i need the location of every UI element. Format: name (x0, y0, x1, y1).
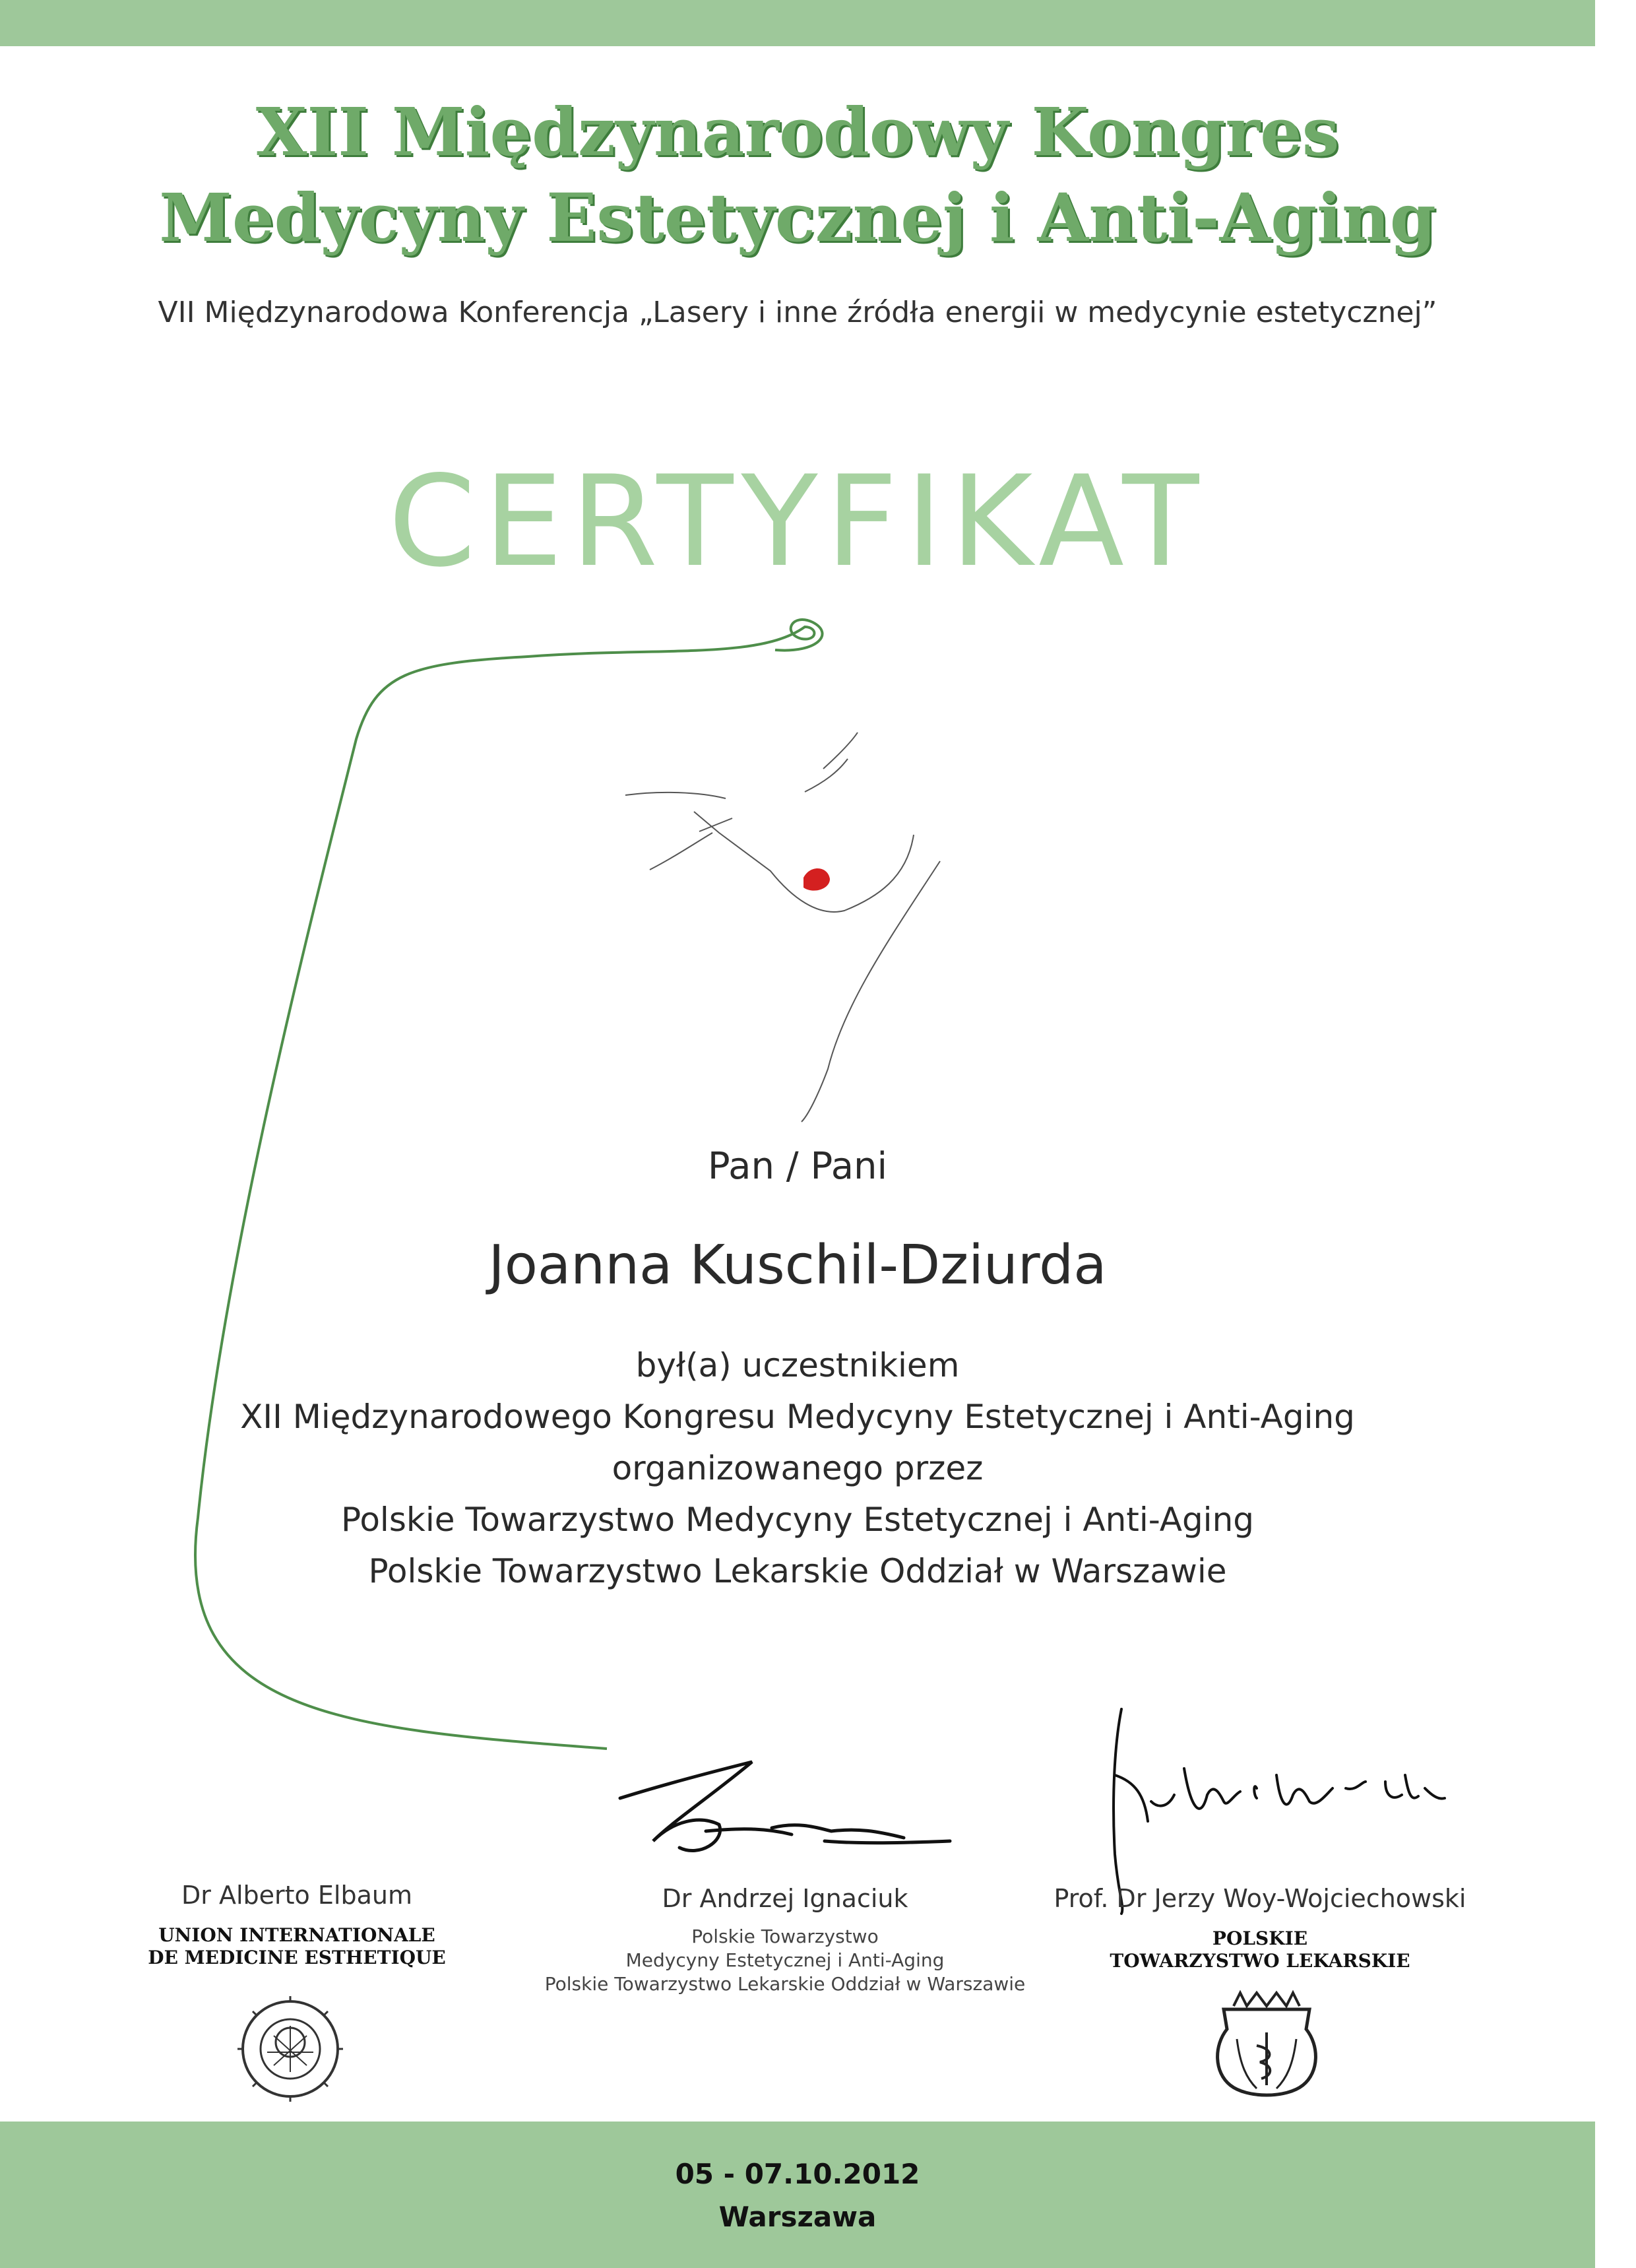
event-dates: 05 - 07.10.2012 (675, 2158, 920, 2190)
body-line: był(a) uczestnikiem (635, 1346, 960, 1384)
signatory-organization: UNION INTERNATIONALE DE MEDICINE ESTHETIQUE (148, 1924, 446, 1968)
congress-title-line1: XII Międzynarodowy Kongres (255, 93, 1340, 171)
uime-seal-icon (237, 1996, 343, 2102)
salutation: Pan / Pani (707, 1145, 888, 1188)
signatory-woy-wojciechowski (1029, 1884, 1491, 1972)
body-line: Polskie Towarzystwo Medycyny Estetycznej i Anti-Aging (340, 1501, 1255, 1539)
body-line: Polskie Towarzystwo Lekarskie Oddział w Warszawie (368, 1552, 1227, 1590)
signatory-name: Prof. Dr Jerzy Woy-Wojciechowski (1054, 1884, 1466, 1913)
red-dot-accent (803, 868, 830, 891)
conference-subtitle: VII Międzynarodowa Konferencja „Lasery i inne źródła energii w medycynie estetycznej” (158, 296, 1437, 329)
signatory-organization: Polskie Towarzystwo Medycyny Estetycznej i Anti-Aging Polskie Towarzystwo Lekarskie Oddział w Warszawie (544, 1926, 1026, 1995)
bottom-green-band (0, 2122, 1595, 2268)
signatory-organization: POLSKIE TOWARZYSTWO LEKARSKIE (1110, 1928, 1410, 1972)
signature-woy-wojciechowski (1114, 1709, 1445, 1914)
signature-ignaciuk (620, 1762, 950, 1851)
recipient-name: Joanna Kuschil-Dziurda (488, 1234, 1107, 1297)
body-line: XII Międzynarodowego Kongresu Medycyny Estetycznej i Anti-Aging (240, 1398, 1355, 1436)
body-line: organizowanego przez (612, 1449, 984, 1487)
top-green-band (0, 0, 1595, 46)
signatory-name: Dr Andrzej Ignaciuk (662, 1884, 908, 1913)
congress-title-line2: Medycyny Estetycznej i Anti-Aging (159, 179, 1436, 257)
ptl-crest-icon (1218, 1993, 1316, 2095)
event-city: Warszawa (718, 2201, 877, 2233)
signatory-ignaciuk (508, 1884, 1062, 1996)
signatory-name: Dr Alberto Elbaum (181, 1881, 412, 1910)
certificate-heading: CERTYFIKAT (388, 449, 1207, 595)
signatory-elbaum (119, 1881, 475, 1969)
